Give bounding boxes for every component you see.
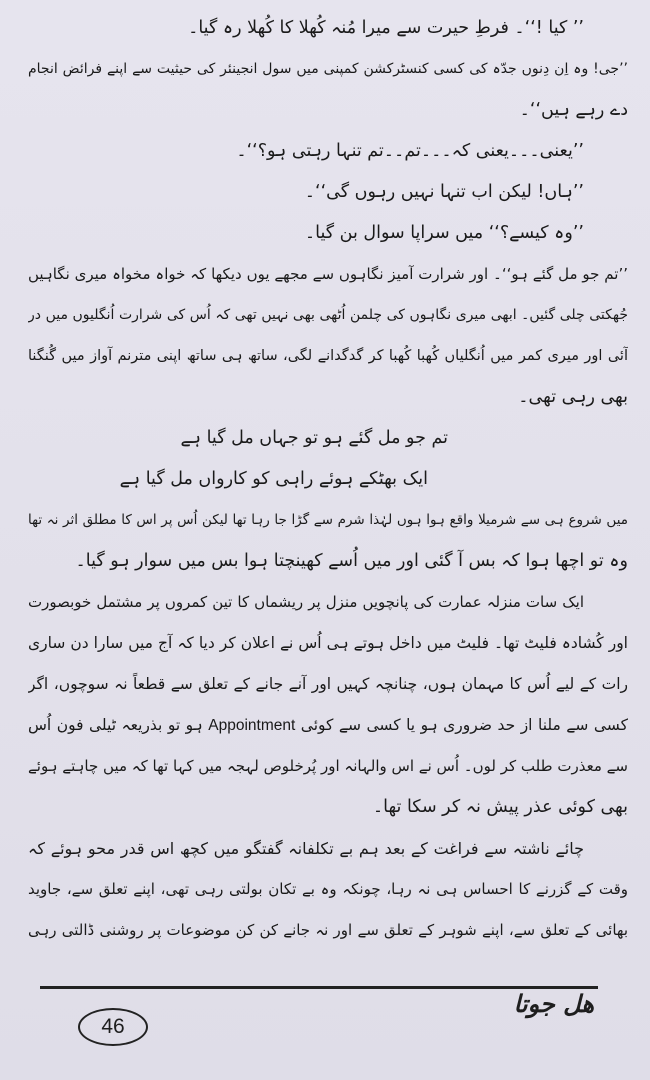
text-line: بھائی کے تعلق سے، اپنے شوہر کے تعلق سے اور نہ جانے کن کن موضوعات پر روشنی ڈالتی رہی xyxy=(28,921,628,939)
verse-line: تم جو مل گئے ہو تو جہاں مل گیا ہے xyxy=(180,428,448,448)
text-line: ’’ کیا !‘‘۔ فرطِ حیرت سے میرا مُنہ کُھلا کا کُھلا رہ گیا۔ xyxy=(188,18,584,38)
text-line-with-english xyxy=(28,705,628,746)
page-number-oval xyxy=(78,1008,148,1046)
text-line: میں شروع ہی سے شرمیلا واقع ہوا ہوں لہٰذا شرم سے گڑا جا رہا تھا لیکن اُس پر اس کا مطلق اثر نہ تھا xyxy=(28,512,628,528)
text-line: ’’جی! وہ اِن دِنوں جدّہ کی کسی کنسٹرکشن کمپنی میں سول انجینئر کی حیثیت سے اپنے فرائض انجام xyxy=(28,61,628,77)
text-line: جُھکتی چلی گئیں۔ ابھی میری نگاہوں کی چلمن اُٹھی بھی نہیں تھی کہ اُس کی شرارت اُنگلیوں میں در xyxy=(28,307,628,323)
page-body-text xyxy=(28,8,628,951)
english-word: Appointment xyxy=(208,717,296,734)
book-title: ھل جوتا xyxy=(513,990,594,1018)
text-line: سے معذرت طلب کر لوں۔ اُس نے اس والہانہ اور پُرخلوص لہجہ میں کہا تھا کہ میں چاہتے ہوئے xyxy=(28,757,628,775)
text-segment: کسی سے ملنا از حد ضروری ہو یا کسی سے کوئی xyxy=(300,716,628,734)
text-line: ’’تم جو مل گئے ہو‘‘۔ اور شرارت آمیز نگاہوں سے مجھے یوں دیکھا کہ خواہ مخواہ میری نگاہیں xyxy=(28,265,628,283)
page-number: 46 xyxy=(101,1015,125,1038)
text-line: ’’ہاں! لیکن اب تنہا نہیں رہوں گی‘‘۔ xyxy=(304,182,584,202)
text-line: ایک سات منزلہ عمارت کی پانچویں منزل پر ریشماں کا تین کمروں پر مشتمل خوبصورت xyxy=(28,593,584,611)
text-line: بھی کوئی عذر پیش نہ کر سکا تھا۔ xyxy=(372,797,628,817)
text-line: رات کے لیے اُس کا مہمان ہوں، چنانچہ کہیں اور آنے جانے کے تعلق سے قطعاً نہ سوچوں، اگر xyxy=(28,675,628,693)
text-line: بھی رہی تھی۔ xyxy=(518,387,628,407)
text-line: دے رہے ہیں‘‘۔ xyxy=(519,100,628,120)
text-line: ’’یعنی۔۔۔یعنی کہ۔۔۔تم۔۔تم تنہا رہتی ہو؟‘‘۔ xyxy=(236,141,584,161)
text-segment: ہو تو بذریعہ ٹیلی فون اُس xyxy=(28,716,203,734)
text-line: ’’وہ کیسے؟‘‘ میں سراپا سوال بن گیا۔ xyxy=(304,223,584,243)
text-line: چائے ناشتہ سے فراغت کے بعد ہم بے تکلفانہ گفتگو میں کچھ اس قدر محو ہوئے کہ xyxy=(28,839,584,858)
footer-divider xyxy=(40,986,598,989)
text-line: اور کُشادہ فلیٹ تھا۔ فلیٹ میں داخل ہوتے ہی اُس نے اعلان کر دیا کہ آج میں سارا دن ساری xyxy=(28,634,628,652)
text-line: آئی اور میری کمر میں اُنگلیاں کُھبا کُھبا کر گدگدانے لگی، ساتھ ہی ساتھ اپنی مترنم آواز میں گُنگنا xyxy=(28,348,628,364)
text-line: وہ تو اچھا ہوا کہ بس آ گئی اور میں اُسے کھینچتا ہوا بس میں سوار ہو گیا۔ xyxy=(75,551,628,571)
text-line: وقت کے گزرنے کا احساس ہی نہ رہا، چونکہ وہ بے تکان بولتی رہی تھی، اپنے تعلق سے، جاوید xyxy=(28,880,628,898)
verse-line: ایک بھٹکے ہوئے راہی کو کارواں مل گیا ہے xyxy=(119,469,428,489)
